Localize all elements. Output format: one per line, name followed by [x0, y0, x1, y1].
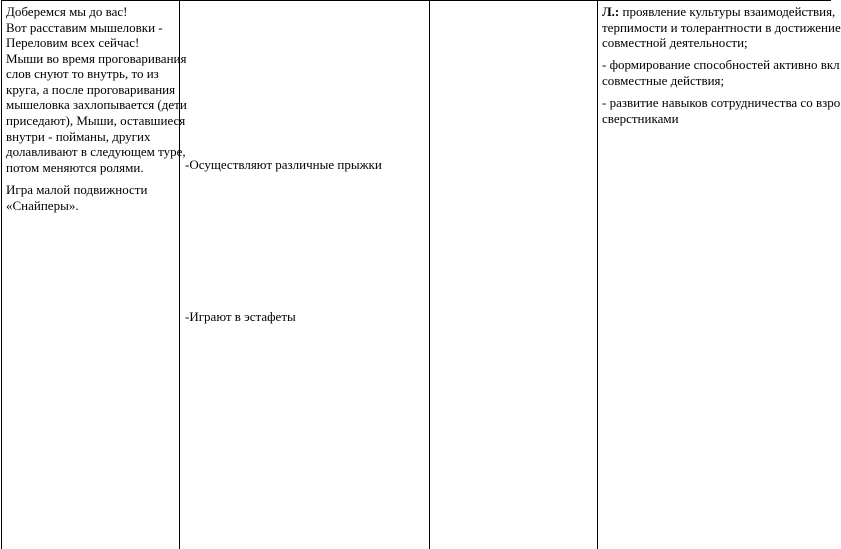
action-jumps: -Осуществляют различные прыжки [185, 157, 382, 172]
verse-line: внутри - пойманы, других [6, 129, 151, 144]
outcome-item-line: совместные действия; [602, 73, 725, 88]
outcome-item-line: сверстниками [602, 111, 679, 126]
outcome-l-line [602, 4, 835, 20]
verse-line: долавливают в следующем туре, [6, 144, 186, 159]
column-empty [430, 1, 598, 549]
verse-line: Вот расставим мышеловки - [6, 20, 163, 35]
column-student-activity [180, 1, 430, 549]
verse-line: Мыши во время проговаривания [6, 51, 187, 66]
lesson-table [1, 0, 841, 549]
outcome-l-line: совместной деятельности; [602, 35, 748, 50]
outcome-l-text: проявление культуры взаимодействия, [619, 4, 836, 19]
column-learning-outcomes [598, 1, 841, 549]
verse-line: слов снуют то внутрь, то из [6, 66, 159, 81]
verse-line: Доберемся мы до вас! [6, 4, 128, 19]
verse-line: Переловим всех сейчас! [6, 35, 140, 50]
verse-line: мышеловка захлопывается (дети [6, 97, 187, 112]
outcome-l-line: терпимости и толерантности в достижение [602, 20, 841, 35]
outcome-item-line: - формирование способностей активно вкл [602, 57, 840, 72]
verse-line: круга, а после проговаривания [6, 82, 176, 97]
column-teacher-activity [2, 1, 187, 549]
verse-line: приседают), Мыши, оставшиеся [6, 113, 186, 128]
outcome-item-line: - развитие навыков сотрудничества со взро [602, 95, 841, 110]
game-title-line: «Снайперы». [6, 198, 79, 213]
verse-line: потом меняются ролями. [6, 160, 144, 175]
l-prefix: Л.: [602, 4, 620, 19]
game-title-line: Игра малой подвижности [6, 182, 148, 197]
action-relays: -Играют в эстафеты [185, 309, 296, 324]
